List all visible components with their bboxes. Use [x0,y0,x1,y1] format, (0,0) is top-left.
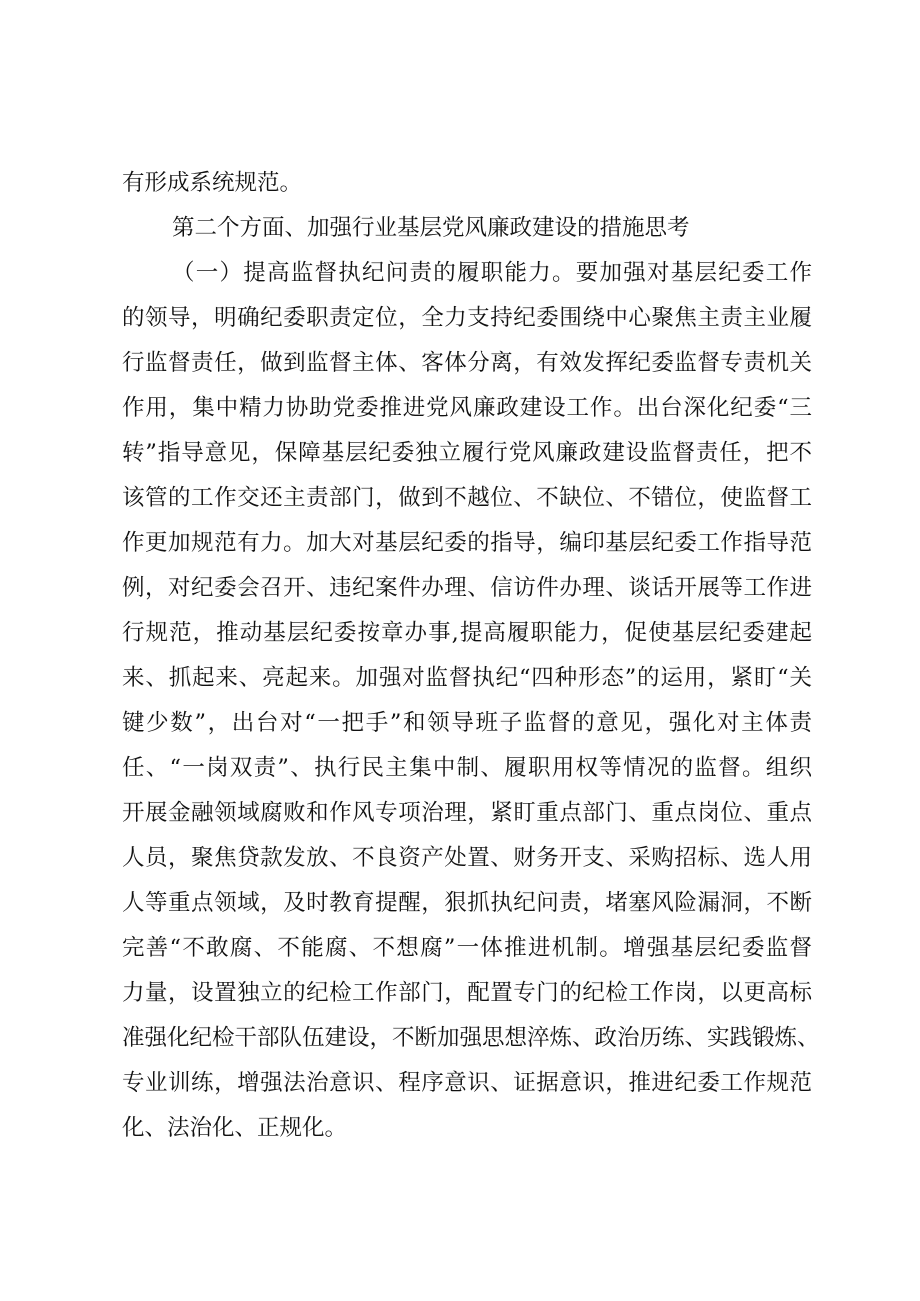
text-line: 完善“不敢腐、不能腐、不想腐”一体推进机制。增强基层纪委监督 [122,935,812,961]
text-line: 来、抓起来、亮起来。加强对监督执纪“四种形态”的运用，紧盯“关 [122,665,812,691]
text-line: 力量，设置独立的纪检工作部门，配置专门的纪检工作岗，以更高标 [122,980,812,1006]
text-line: 转”指导意见，保障基层纪委独立履行党风廉政建设监督责任，把不 [122,440,812,466]
text-line: 人等重点领域，及时教育提醒，狠抓执纪问责，堵塞风险漏洞，不断 [122,890,812,916]
text-line: 该管的工作交还主责部门，做到不越位、不缺位、不错位，使监督工 [122,485,812,511]
subsection-heading-line: （一）提高监督执纪问责的履职能力。要加强对基层纪委工作 [172,260,812,286]
text-line: 人员，聚焦贷款发放、不良资产处置、财务开支、采购招标、选人用 [122,845,812,871]
text-line: 作更加规范有力。加大对基层纪委的指导，编印基层纪委工作指导范 [122,530,812,556]
text-line: 的领导，明确纪委职责定位，全力支持纪委围绕中心聚焦主责主业履 [122,305,812,331]
section-heading: 第二个方面、加强行业基层党风廉政建设的措施思考 [172,215,690,241]
text-line: 有形成系统规范。 [122,170,303,196]
text-line: 任、“一岗双责”、执行民主集中制、履职用权等情况的监督。组织 [122,755,812,781]
text-line: 作用，集中精力协助党委推进党风廉政建设工作。出台深化纪委“三 [122,395,812,421]
text-line: 专业训练，增强法治意识、程序意识、证据意识，推进纪委工作规范 [122,1070,812,1096]
text-line: 例，对纪委会召开、违纪案件办理、信访件办理、谈话开展等工作进 [122,575,812,601]
text-line: 行规范，推动基层纪委按章办事,提高履职能力，促使基层纪委建起 [122,620,812,646]
text-line: 准强化纪检干部队伍建设，不断加强思想淬炼、政治历练、实践锻炼、 [122,1025,820,1051]
text-line: 化、法治化、正规化。 [122,1115,348,1141]
text-line: 开展金融领域腐败和作风专项治理，紧盯重点部门、重点岗位、重点 [122,800,812,826]
text-line: 行监督责任，做到监督主体、客体分离，有效发挥纪委监督专责机关 [122,350,812,376]
text-line: 键少数”，出台对“一把手”和领导班子监督的意见，强化对主体责 [122,710,812,736]
